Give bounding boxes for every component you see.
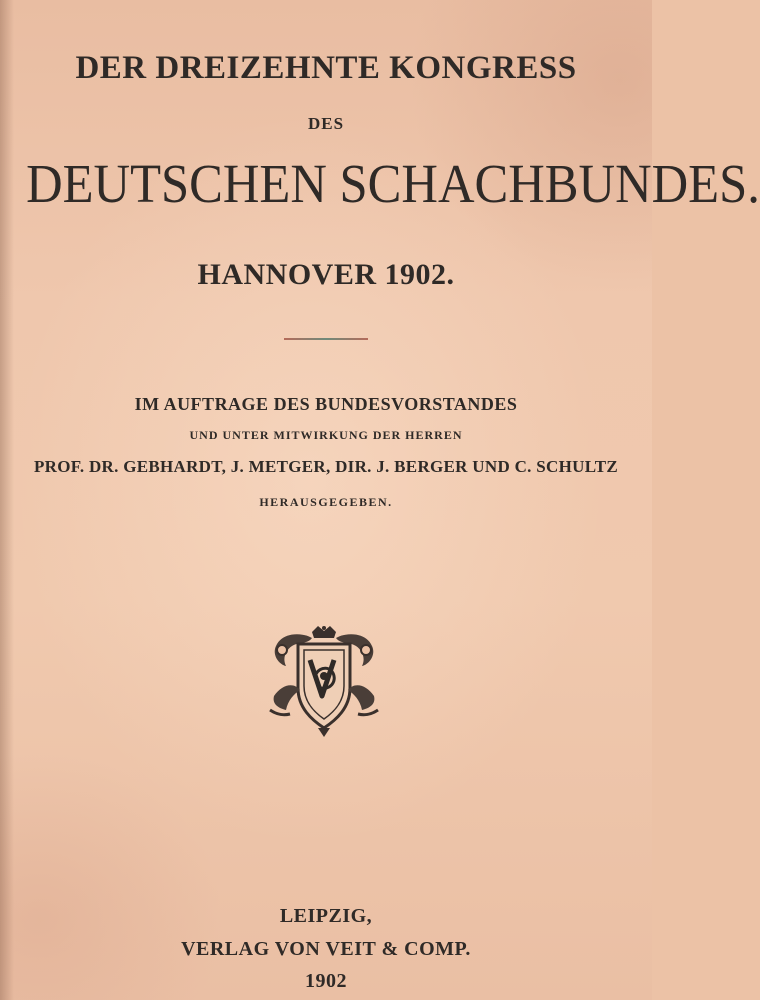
imprint-year: 1902 [305, 970, 347, 992]
credits-line-2: UND UNTER MITWIRKUNG DER HERREN [189, 428, 463, 442]
credits-editors: PROF. DR. GEBHARDT, J. METGER, DIR. J. BERGER UND C. SCHULTZ [33, 457, 619, 476]
decorative-rule [284, 338, 368, 340]
title-line-1: DER DREIZEHNTE KONGRESS [75, 50, 577, 86]
title-line-2: DES [307, 114, 345, 133]
imprint-publisher: VERLAG VON VEIT & COMP. [181, 938, 471, 960]
imprint-city: LEIPZIG, [279, 905, 373, 927]
publisher-emblem-icon [268, 624, 380, 738]
credits-line-1: IM AUFTRAGE DES BUNDESVORSTANDES [134, 394, 518, 414]
credits-line-4: HERAUSGEGEBEN. [259, 495, 393, 509]
title-main: DEUTSCHEN SCHACHBUNDES. [26, 153, 760, 214]
title-place-year: HANNOVER 1902. [197, 258, 455, 291]
